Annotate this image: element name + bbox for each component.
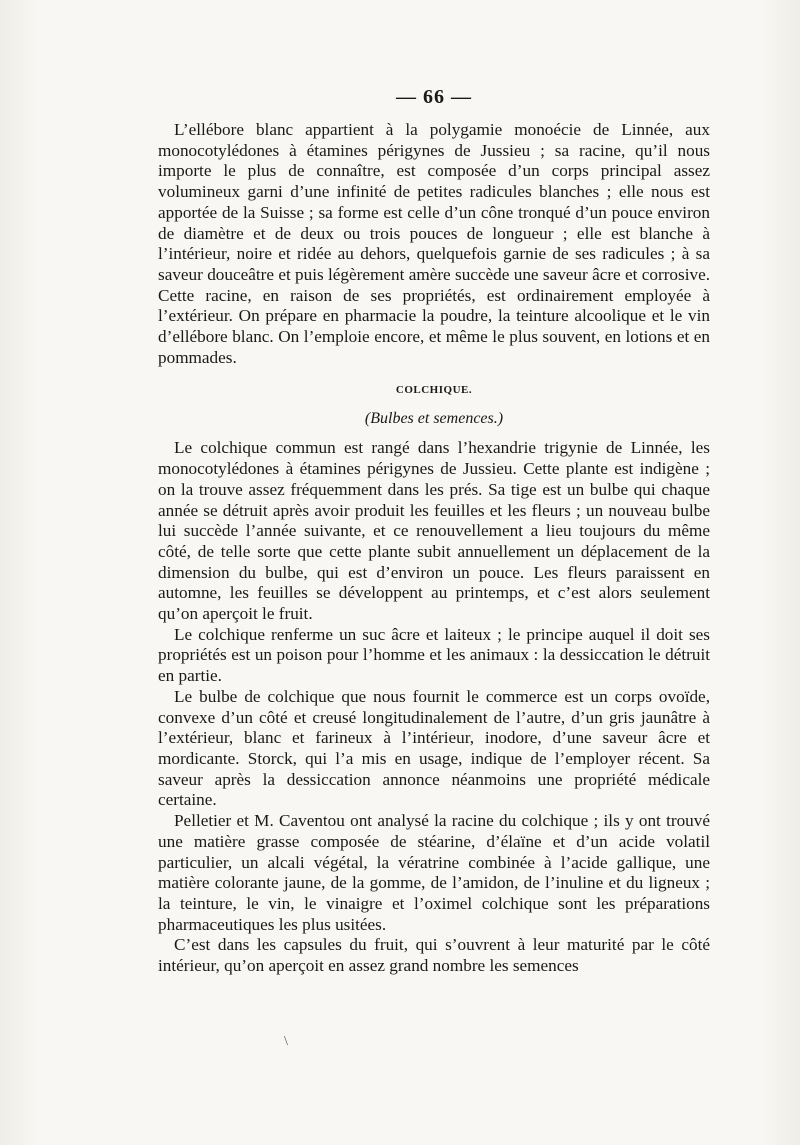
- paragraph-colchique-2: Le colchique renferme un suc âcre et laiteux ; le principe auquel il doit ses propriétés est un poison pour l’homme et les animaux : la dessiccation le détruit en partie.: [158, 624, 710, 686]
- stray-mark: \: [284, 1034, 288, 1049]
- text-block: [158, 84, 710, 977]
- section-heading: COLCHIQUE.: [395, 384, 473, 397]
- paragraph-ellebore: L’ellébore blanc appartient à la polygamie monoécie de Linnée, aux monocotylédones à étamines périgynes de Jussieu ; sa racine, qu’il nous importe le plus de connaître, est composée d’un corps principal assez volumineux garni d’une infinité de petites radicules blanches ; elle nous est apportée de la Suisse ; sa forme est celle d’un cône tronqué d’un pouce environ de diamètre et de deux ou trois pouces de longueur ; elle est blanche à l’intérieur, noire et ridée au dehors, quelquefois garnie de ses radicules ; à sa saveur douceâtre et puis légèrement amère succède une saveur âcre et corrosive. Cette racine, en raison de ses propriétés, est ordinairement employée à l’extérieur. On prépare en pharmacie la poudre, la teinture alcoolique et le vin d’ellébore blanc. On l’emploie encore, et même le plus souvent, en lotions et en pommades.: [158, 120, 710, 367]
- page-number: — 66 —: [396, 86, 472, 108]
- paragraph-colchique-3: Le bulbe de colchique que nous fournit le commerce est un corps ovoïde, convexe d’un côté et creusé longitudinalement de l’autre, d’un gris jaunâtre à l’extérieur, blanc et farineux à l’intérieur, inodore, d’une saveur âcre et mordicante. Storck, qui l’a mis en usage, indique de l’employer récent. Sa saveur après la dessiccation annonce néanmoins une propriété médicale certaine.: [158, 686, 710, 810]
- paragraph-colchique-1: Le colchique commun est rangé dans l’hexandrie trigynie de Linnée, les monocotylédones à étamines périgynes de Jussieu. Cette plante est indigène ; on la trouve assez fréquemment dans les prés. Sa tige est un bulbe qui chaque année se détruit après avoir produit les feuilles et les fleurs ; un nouveau bulbe lui succède l’année suivante, et ce renouvellement a lieu toujours du même côté, de telle sorte que cette plante subit annuellement un déplacement de la dimension du bulbe, qui est d’environ un pouce. Les fleurs paraissent en automne, les feuilles se développent au printemps, et c’est alors seulement qu’on aperçoit le fruit.: [158, 438, 710, 624]
- paragraph-colchique-4: Pelletier et M. Caventou ont analysé la racine du colchique ; ils y ont trouvé une matière grasse composée de stéarine, d’élaïne et d’un acide volatil particulier, un alcali végétal, la vératrine combinée à l’acide gallique, une matière colorante jaune, de la gomme, de l’amidon, de l’inuline et du ligneux ; la teinture, le vin, le vinaigre et l’oximel colchique sont les préparations pharmaceutiques les plus usitées.: [158, 811, 710, 934]
- section-subheading: (Bulbes et semences.): [364, 410, 504, 428]
- paragraph-colchique-5: C’est dans les capsules du fruit, qui s’ouvrent à leur maturité par le côté intérieur, qu’on aperçoit en assez grand nombre les semences: [158, 935, 710, 976]
